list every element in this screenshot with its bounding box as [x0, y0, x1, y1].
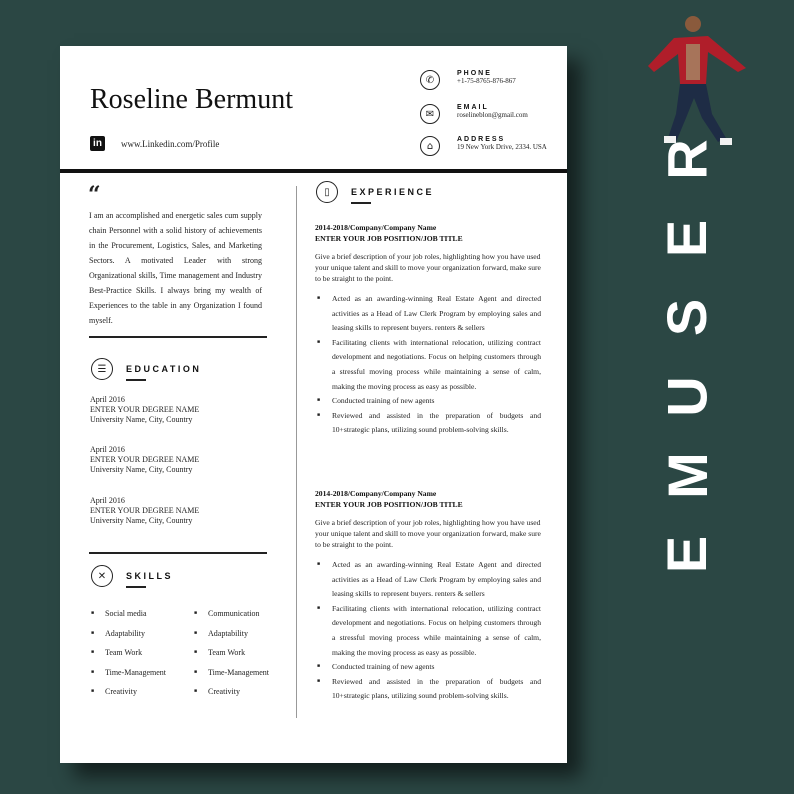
address-icon: ⌂	[420, 136, 440, 156]
graduation-cap-icon: ☰	[91, 358, 113, 380]
education-date: April 2016	[90, 395, 125, 404]
job-title: ENTER YOUR JOB POSITION/JOB TITLE	[315, 500, 463, 509]
education-entry	[90, 395, 199, 425]
education-school: University Name, City, Country	[90, 415, 193, 424]
address-value: 19 New York Drive, 2334. USA	[457, 143, 547, 151]
contact-email	[420, 104, 549, 124]
column-divider	[296, 186, 297, 718]
job-bullet: ■ Acted as an awarding-winning Real Estate Agent and directed activities as a Head of Law Clerk Program by employing sales and leasing skills to represent buyers. renters & sellers	[332, 558, 541, 602]
job-bullet: ■ Acted as an awarding-winning Real Estate Agent and directed activities as a Head of Law Clerk Program by employing sales and leasing skills to represent buyers. renters & sellers	[332, 292, 541, 336]
education-date: April 2016	[90, 496, 125, 505]
education-title: EDUCATION	[126, 364, 202, 374]
side-letter: U	[655, 376, 719, 417]
header-divider	[60, 169, 567, 173]
phone-label: PHONE	[457, 70, 492, 77]
education-school: University Name, City, Country	[90, 465, 193, 474]
experience-entry	[315, 488, 541, 704]
job-bullets	[332, 292, 541, 438]
phone-value: +1-75-8765-876-867	[457, 77, 516, 85]
job-bullet: ■ Reviewed and assisted in the preparation of budgets and 10+strategic plans, utilizing sound problem-solving skills.	[332, 675, 541, 704]
side-letter: E	[655, 535, 719, 574]
resume-page	[60, 46, 567, 763]
job-title: ENTER YOUR JOB POSITION/JOB TITLE	[315, 234, 463, 243]
address-label: ADDRESS	[457, 136, 506, 143]
skill-item: ■ Creativity	[105, 682, 166, 702]
job-bullet: ■ Facilitating clients with international relocation, utilizing contract development and negotiations. Focus on helping customers through a stressful moving process while maintaining a sense of calm, making the moving process as easy as possible.	[332, 336, 541, 394]
side-letter: R	[655, 139, 719, 180]
education-degree: ENTER YOUR DEGREE NAME	[90, 405, 200, 414]
linkedin-row	[90, 136, 219, 151]
side-letter: M	[655, 452, 719, 499]
job-description: Give a brief description of your job roles, highlighting how you have used your unique talent and skill to move your organization forward, make sure to be straight to the point.	[315, 518, 541, 549]
tools-icon: ✕	[91, 565, 113, 587]
candidate-name: Roseline Bermunt	[90, 84, 293, 115]
education-school: University Name, City, Country	[90, 516, 193, 525]
resume-side-title	[655, 120, 719, 594]
job-period: 2014-2018/Company/Company Name	[315, 489, 437, 498]
email-label: EMAIL	[457, 104, 489, 111]
skills-title: SKILLS	[126, 571, 174, 581]
job-description: Give a brief description of your job roles, highlighting how you have used your unique talent and skill to move your organization forward, make sure to be straight to the point.	[315, 252, 541, 283]
job-period: 2014-2018/Company/Company Name	[315, 223, 437, 232]
education-heading	[91, 358, 201, 380]
job-bullets	[332, 558, 541, 704]
linkedin-icon: in	[90, 136, 105, 151]
education-divider	[89, 552, 267, 554]
skill-item: ■ Creativity	[208, 682, 269, 702]
quote-icon: “	[88, 182, 101, 208]
email-value: roselineblon@gmail.com	[457, 111, 528, 119]
contact-phone	[420, 70, 549, 90]
job-bullet: ■ Facilitating clients with international relocation, utilizing contract development and negotiations. Focus on helping customers through a stressful moving process while maintaining a sense of calm, making the moving process as easy as possible.	[332, 602, 541, 660]
job-bullet: ■ Conducted training of new agents	[332, 394, 541, 409]
education-degree: ENTER YOUR DEGREE NAME	[90, 455, 200, 464]
education-degree: ENTER YOUR DEGREE NAME	[90, 506, 200, 515]
job-bullet: ■ Conducted training of new agents	[332, 660, 541, 675]
skills-list-right	[208, 604, 269, 702]
skill-item: ■ Time-Management	[105, 663, 166, 683]
education-entry	[90, 445, 199, 475]
experience-entry	[315, 222, 541, 438]
skill-item: ■ Time-Management	[208, 663, 269, 683]
skill-item: ■ Adaptability	[105, 624, 166, 644]
skill-item: ■ Communication	[208, 604, 269, 624]
skill-item: ■ Adaptability	[208, 624, 269, 644]
experience-title: EXPERIENCE	[351, 187, 435, 197]
phone-icon: ✆	[420, 70, 440, 90]
skills-heading	[91, 565, 173, 587]
man-chest	[686, 44, 700, 80]
email-icon: ✉	[420, 104, 440, 124]
briefcase-icon: ▯	[316, 181, 338, 203]
man-head	[685, 16, 701, 32]
profile-summary: I am an accomplished and energetic sales cum supply chain Personnel with a solid history of achievements in the Procurement, Logistics, Sales, and Marketing Sectors. A motivated Leader with strong Organizational skills, Time management and Industry Best-Practice Skills. I always bring my wealth of Experiences to the table in any Organization I found myself.	[89, 211, 262, 325]
education-entry	[90, 496, 199, 526]
side-letter: S	[655, 298, 719, 337]
skill-item: ■ Team Work	[208, 643, 269, 663]
side-letter: E	[655, 219, 719, 258]
skill-item: ■ Team Work	[105, 643, 166, 663]
skill-item: ■ Social media	[105, 604, 166, 624]
skills-list-left	[105, 604, 166, 702]
summary-divider	[89, 336, 267, 338]
experience-heading	[316, 181, 434, 203]
linkedin-url: www.Linkedin.com/Profile	[121, 138, 220, 149]
contact-address	[420, 136, 549, 156]
education-date: April 2016	[90, 445, 125, 454]
job-bullet: ■ Reviewed and assisted in the preparation of budgets and 10+strategic plans, utilizing sound problem-solving skills.	[332, 409, 541, 438]
